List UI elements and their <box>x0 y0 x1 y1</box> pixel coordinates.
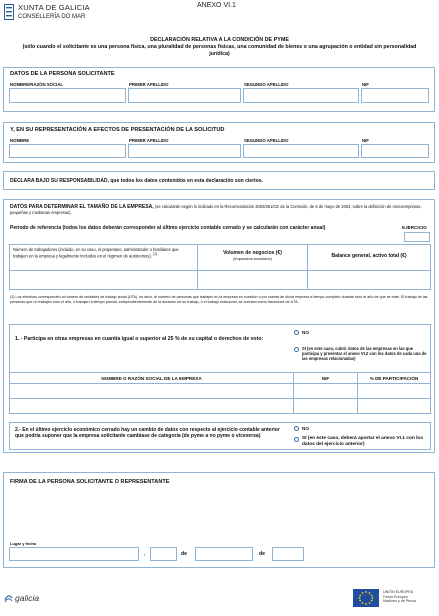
question1-yes-label: SÍ (en este caso, cubrir datos de las empresas en las que participa y presentar el anexo VI.2 con los datos de cada una de las empresas relacionadas) <box>302 346 427 362</box>
rep-surname2-field[interactable] <box>243 144 359 158</box>
question1-no-label: NO <box>302 330 309 335</box>
question2-no-radio[interactable] <box>294 426 299 431</box>
turnover-header <box>198 250 307 261</box>
applicant-surname1-field[interactable] <box>128 88 241 103</box>
applicant-name-field[interactable] <box>9 88 126 103</box>
eu-line-3: Marítimo y de Pesca <box>383 599 416 604</box>
size-footnote: (1) Los efectivos corresponden al número de unidades de trabajo anual (UTA), es decir, al número de personas que trabajen en la empresa en cuestión o por cuenta de dicha empresa a tiempo completo durante todo el año de que se trate. El trabajo de las personas que no trabajen todo el año, o trabajen a tiempo parcial, independientemente de la duración de su trabajo, o el trabajo estacional, se cuentan como fracciones de UTA. <box>10 295 428 304</box>
reference-period: Período de referencia (todos los datos deberán corresponder al último ejercicio contable cerrado y se calcularán con carácter anual) <box>10 225 326 231</box>
question1-section <box>9 324 431 414</box>
workers-header <box>13 247 193 258</box>
eu-line-1: UNIÓN EUROPEA <box>383 590 414 594</box>
question1-yes-radio[interactable] <box>294 347 299 352</box>
question1-text: 1. - Participa en otras empresas en cuantía igual o superior al 25 % de su capital o derechos de voto: <box>15 336 264 342</box>
rep-name-field[interactable] <box>9 144 126 158</box>
date-de-2: de <box>259 551 266 557</box>
org-department: CONSELLERÍA DO MAR <box>18 14 86 20</box>
page-subtitle: (sólo cuando el solicitante es una persona física, una pluralidad de personas físicas, una comunidad de bienes o una agrupación o entidad sin personalidad jurídica) <box>22 44 417 57</box>
participation-pct-header: % DE PARTICIPACIÓN <box>369 376 419 381</box>
applicant-nif-field[interactable] <box>361 88 429 103</box>
declaration-section <box>3 171 435 190</box>
size-heading-note: (se calcularán según lo indicado en la Recomendación 2003/361/CE de la Comisión, de 6 de mayo de 2003, sobre la definición de microempresas, pequeñas y medianas empresas). <box>10 204 422 216</box>
size-table <box>9 244 431 290</box>
balance-header: Balance general, activo total (€) <box>331 253 407 259</box>
place-date-label: Lugar y fecha <box>10 541 37 546</box>
size-intro <box>10 204 430 215</box>
size-heading: DATOS PARA DETERMINAR EL TAMAÑO DE LA EMPRESA, <box>10 204 154 210</box>
rep-nif-label: NIF <box>362 138 369 143</box>
applicant-surname2-field[interactable] <box>243 88 359 103</box>
day-field[interactable] <box>150 547 177 561</box>
question2-yes-radio[interactable] <box>294 437 299 442</box>
eu-stars-icon <box>353 589 379 607</box>
workers-field[interactable] <box>11 272 196 288</box>
org-name: XUNTA DE GALICIA <box>18 3 90 12</box>
question2-text: 2.- En el último ejercicio económico cerrado hay un cambio de datos con respecto al ejercicio contable anterior que podría suponer que la empresa solicitante cambiase de categoría (de pyme a no pyme o viceversa) <box>15 427 280 440</box>
participation-row-1[interactable] <box>11 384 430 397</box>
participation-row-2[interactable] <box>11 399 430 412</box>
signature-heading: FIRMA DE LA PERSONA SOLICITANTE O REPRESENTANTE <box>10 479 170 485</box>
signature-section <box>3 472 435 568</box>
applicant-section <box>3 67 435 112</box>
month-field[interactable] <box>195 547 253 561</box>
date-de-1: de <box>181 551 188 557</box>
rep-surname1-label: PRIMER APELLIDO <box>129 138 169 143</box>
date-comma: , <box>144 551 146 557</box>
workers-footnote-ref: (1) <box>152 252 158 256</box>
exercise-label: EJERCICIO <box>402 225 427 230</box>
galicia-wave-icon <box>4 594 13 603</box>
year-field[interactable] <box>272 547 304 561</box>
eu-line-2: Fondo Europeo <box>383 594 408 599</box>
question2-yes-label: SÍ (en este caso, deberá aportar el anexo VI.1 con los datos del ejercicio anterior) <box>302 436 424 447</box>
xunta-emblem-icon <box>4 4 14 20</box>
balance-field[interactable] <box>309 272 429 288</box>
rep-nif-field[interactable] <box>361 144 429 158</box>
workers-header-text: Número de trabajadores (incluido, en su caso, el propietario, administrador o familiares que trabajen en la empresa y legalmente incluidos en el régimen de autónomos). <box>13 247 179 259</box>
eu-fund-text <box>383 590 416 604</box>
participation-company-header: NOMBRE O RAZÓN SOCIAL DE LA EMPRESA <box>101 376 202 381</box>
representative-section <box>3 122 435 163</box>
galicia-brand <box>4 592 54 608</box>
turnover-header-text: Volumen de negocios (€) <box>223 250 282 256</box>
declaration-text: DECLARA BAJO SU RESPONSABILIDAD, que todos los datos contenidos en esta declaración son ciertos. <box>10 178 263 184</box>
question2-section <box>9 422 431 450</box>
question1-no-radio[interactable] <box>294 330 299 335</box>
rep-surname1-field[interactable] <box>128 144 241 158</box>
applicant-heading: DATOS DE LA PERSONA SOLICITANTE <box>10 71 115 77</box>
representative-heading: Y, EN SU REPRESENTACIÓN A EFECTOS DE PRESENTACIÓN DE LA SOLICITUD <box>10 127 225 133</box>
applicant-nif-label: NIF <box>362 82 369 87</box>
question2-no-label: NO <box>302 426 309 431</box>
applicant-surname2-label: SEGUNDO APELLIDO <box>244 82 289 87</box>
turnover-header-note: (impuestos excluidos) <box>233 256 272 261</box>
xunta-logo <box>4 3 90 25</box>
rep-name-label: NOMBRE <box>10 138 30 143</box>
eu-emblem <box>353 589 379 607</box>
annex-label: ANEXO VI.1 <box>197 2 236 9</box>
company-size-section <box>3 199 435 453</box>
applicant-name-label: NOMBRE/RAZÓN SOCIAL <box>10 82 63 87</box>
page-title: DECLARACIÓN RELATIVA A LA CONDICIÓN DE PYME <box>150 37 289 43</box>
applicant-surname1-label: PRIMER APELLIDO <box>129 82 169 87</box>
participation-nif-header: NIF <box>321 376 330 381</box>
rep-surname2-label: SEGUNDO APELLIDO <box>244 138 289 143</box>
turnover-field[interactable] <box>199 272 306 288</box>
place-field[interactable] <box>9 547 139 561</box>
exercise-field[interactable] <box>404 232 430 242</box>
galicia-brand-text: galicia <box>15 593 40 603</box>
